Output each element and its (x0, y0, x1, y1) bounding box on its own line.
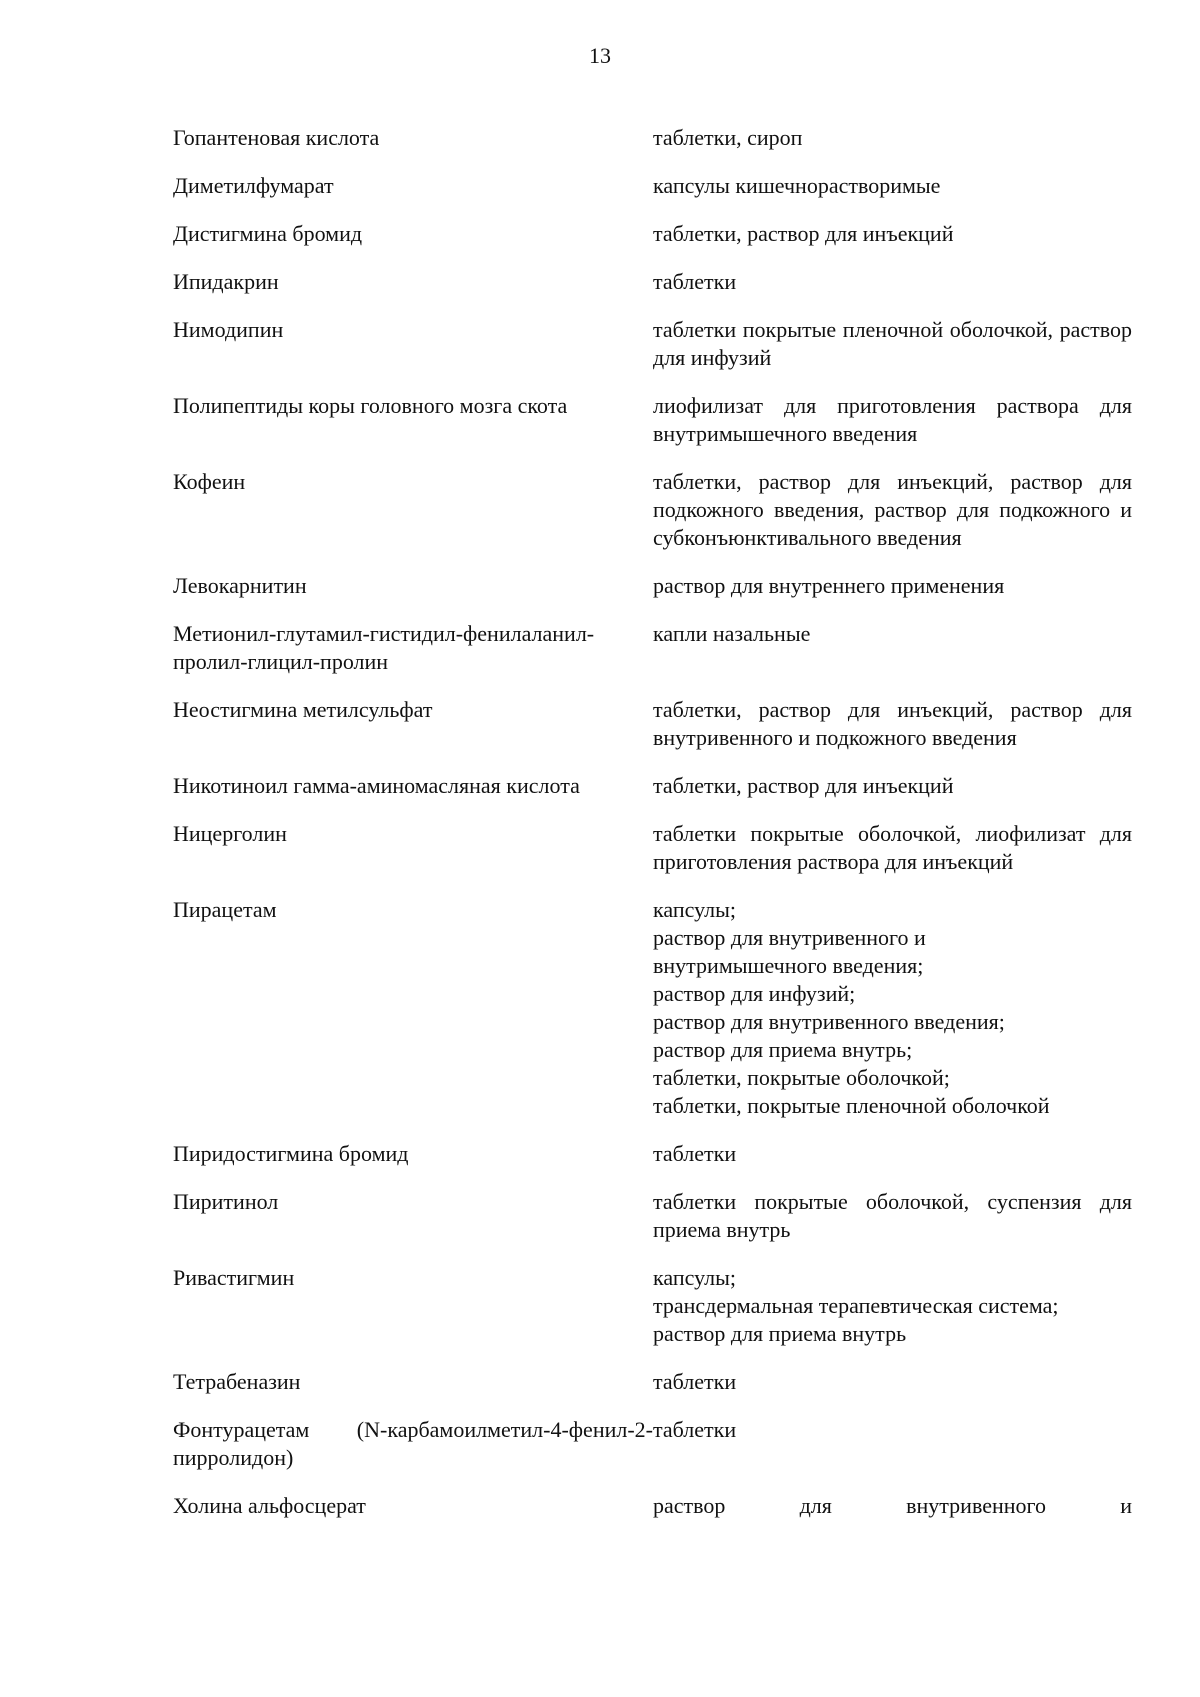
table-row (173, 896, 1133, 1120)
table-row (173, 468, 1133, 552)
dosage-form-line: раствор для внутривенного и (653, 925, 926, 950)
dosage-form: капли назальные (653, 621, 811, 646)
drug-name: Пирацетам (173, 897, 277, 922)
table-row (173, 620, 1133, 676)
dosage-form: раствор для внутривенного и (653, 1493, 1132, 1518)
dosage-form-line: таблетки, покрытые пленочной оболочкой (653, 1093, 1050, 1118)
dosage-form: таблетки, сироп (653, 125, 803, 150)
table-row (173, 1264, 1133, 1348)
drug-name: Ницерголин (173, 821, 287, 846)
table-row (173, 1368, 1133, 1396)
drug-name: Дистигмина бромид (173, 221, 363, 246)
table-row (173, 696, 1133, 752)
dosage-form-list (653, 896, 1132, 1120)
dosage-form: лиофилизат для приготовления раствора для внутримышечного введения (653, 393, 1132, 446)
table-row (173, 1140, 1133, 1168)
drug-name: Левокарнитин (173, 573, 307, 598)
drug-name: Полипептиды коры головного мозга скота (173, 393, 568, 418)
table-row (173, 172, 1133, 200)
drug-name: Кофеин (173, 469, 246, 494)
table-row (173, 1188, 1133, 1244)
drug-name: Ривастигмин (173, 1265, 295, 1290)
dosage-form-line: таблетки, покрытые оболочкой; (653, 1065, 950, 1090)
table-row (173, 572, 1133, 600)
table-row (173, 1492, 1133, 1520)
table-row (173, 220, 1133, 248)
dosage-form: таблетки покрытые пленочной оболочкой, раствор для инфузий (653, 317, 1132, 370)
dosage-form: таблетки (653, 1369, 737, 1394)
dosage-form: капсулы кишечнорастворимые (653, 173, 941, 198)
table-row (173, 1416, 1133, 1472)
drug-name: Фонтурацетам (N-карбамоилметил-4-фенил-2-пирролидон) (173, 1417, 653, 1470)
table-row (173, 392, 1133, 448)
drug-name: Метионил-глутамил-гистидил-фенилаланил-пролил-глицил-пролин (173, 621, 595, 674)
dosage-form-line: внутримышечного введения; (653, 953, 924, 978)
table-row (173, 268, 1133, 296)
table-row (173, 316, 1133, 372)
dosage-form: раствор для внутреннего применения (653, 573, 1005, 598)
dosage-form-line: раствор для внутривенного введения; (653, 1009, 1005, 1034)
dosage-form: таблетки (653, 1417, 737, 1442)
drug-name: Никотиноил гамма-аминомасляная кислота (173, 773, 580, 798)
drug-name: Пиритинол (173, 1189, 279, 1214)
dosage-form: таблетки (653, 1141, 737, 1166)
drug-name: Гопантеновая кислота (173, 125, 380, 150)
table-row (173, 772, 1133, 800)
dosage-form: таблетки (653, 269, 737, 294)
dosage-form-list (653, 1264, 1132, 1348)
dosage-form-line: капсулы; (653, 1265, 736, 1290)
table-row (173, 124, 1133, 152)
drug-name: Холина альфосцерат (173, 1493, 366, 1518)
drug-name: Ипидакрин (173, 269, 279, 294)
drug-name: Пиридостигмина бромид (173, 1141, 409, 1166)
dosage-form: таблетки, раствор для инъекций, раствор для внутривенного и подкожного введения (653, 697, 1132, 750)
dosage-form: таблетки, раствор для инъекций (653, 773, 954, 798)
dosage-form: таблетки покрытые оболочкой, лиофилизат для приготовления раствора для инъекций (653, 821, 1132, 874)
dosage-form: таблетки, раствор для инъекций, раствор для подкожного введения, раствор для подкожного и субконъюнктивального введения (653, 469, 1132, 550)
drug-name: Неостигмина метилсульфат (173, 697, 433, 722)
page-number: 13 (589, 43, 611, 68)
dosage-form-line: раствор для приема внутрь (653, 1321, 907, 1346)
drug-table (173, 124, 1133, 1540)
dosage-form-line: раствор для приема внутрь; (653, 1037, 913, 1062)
drug-name: Тетрабеназин (173, 1369, 301, 1394)
dosage-form-line: капсулы; (653, 897, 736, 922)
dosage-form: таблетки, раствор для инъекций (653, 221, 954, 246)
drug-name: Нимодипин (173, 317, 284, 342)
table-row (173, 820, 1133, 876)
dosage-form: таблетки покрытые оболочкой, суспензия для приема внутрь (653, 1189, 1132, 1242)
dosage-form-line: раствор для инфузий; (653, 981, 856, 1006)
dosage-form-line: трансдермальная терапевтическая система; (653, 1293, 1059, 1318)
drug-name: Диметилфумарат (173, 173, 334, 198)
